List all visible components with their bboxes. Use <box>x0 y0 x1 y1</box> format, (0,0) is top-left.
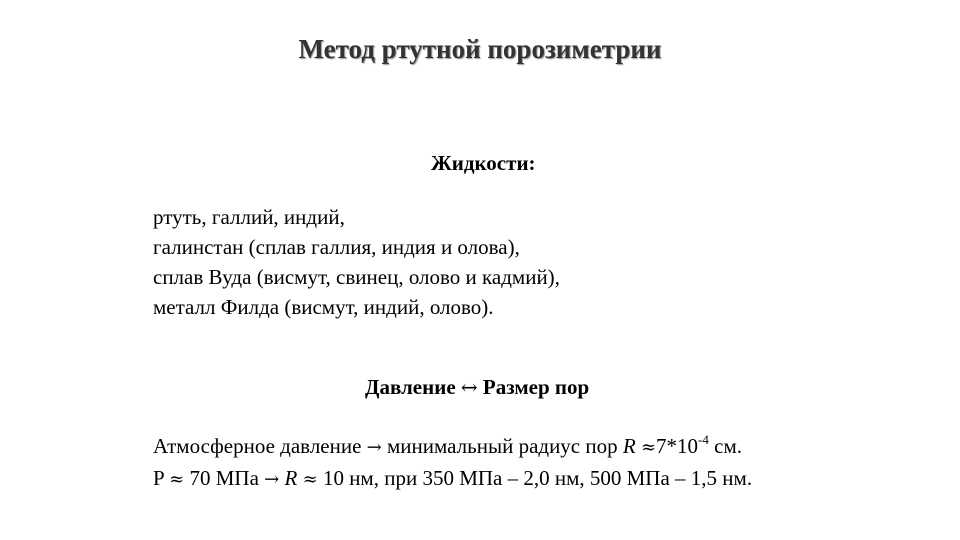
radius-exponent: -4 <box>698 432 709 447</box>
double-arrow-icon: ↔ <box>460 375 478 399</box>
pressure-label: Давление <box>365 375 456 399</box>
radius-unit: см. <box>714 434 743 458</box>
approx-icon: ≈ <box>169 469 185 490</box>
radius-values-text: 10 нм, при 350 МПа – 2,0 нм, 500 МПа – 1,5 нм. <box>322 466 753 490</box>
right-arrow-icon: → <box>264 469 280 490</box>
pore-size-label: Размер пор <box>482 375 590 399</box>
slide-title: Метод ртутной порозиметрии <box>298 34 662 64</box>
radius-variable: R <box>622 434 636 458</box>
liquids-line: металл Филда (висмут, индий, олово). <box>153 295 494 319</box>
liquids-line: сплав Вуда (висмут, свинец, олово и кадмий), <box>153 265 560 289</box>
liquids-heading: Жидкости: <box>431 151 536 175</box>
pressure-value: 70 МПа <box>189 466 259 490</box>
liquids-line: галинстан (сплав галлия, индия и олова), <box>153 235 520 259</box>
atmospheric-text: Атмосферное давление <box>153 434 362 458</box>
atmospheric-line <box>153 431 752 463</box>
radius-variable: R <box>284 466 298 490</box>
pressure-variable: P <box>153 466 164 490</box>
radius-value: 7*10 <box>656 434 699 458</box>
pressure-examples <box>153 431 752 495</box>
min-radius-text: минимальный радиус пор <box>387 434 618 458</box>
high-pressure-line <box>153 463 752 495</box>
liquids-line: ртуть, галлий, индий, <box>153 205 345 229</box>
approx-icon: ≈ <box>640 437 657 458</box>
liquids-list <box>153 202 560 322</box>
pressure-size-relation <box>365 375 589 400</box>
approx-icon: ≈ <box>302 469 318 490</box>
right-arrow-icon: → <box>366 437 382 458</box>
